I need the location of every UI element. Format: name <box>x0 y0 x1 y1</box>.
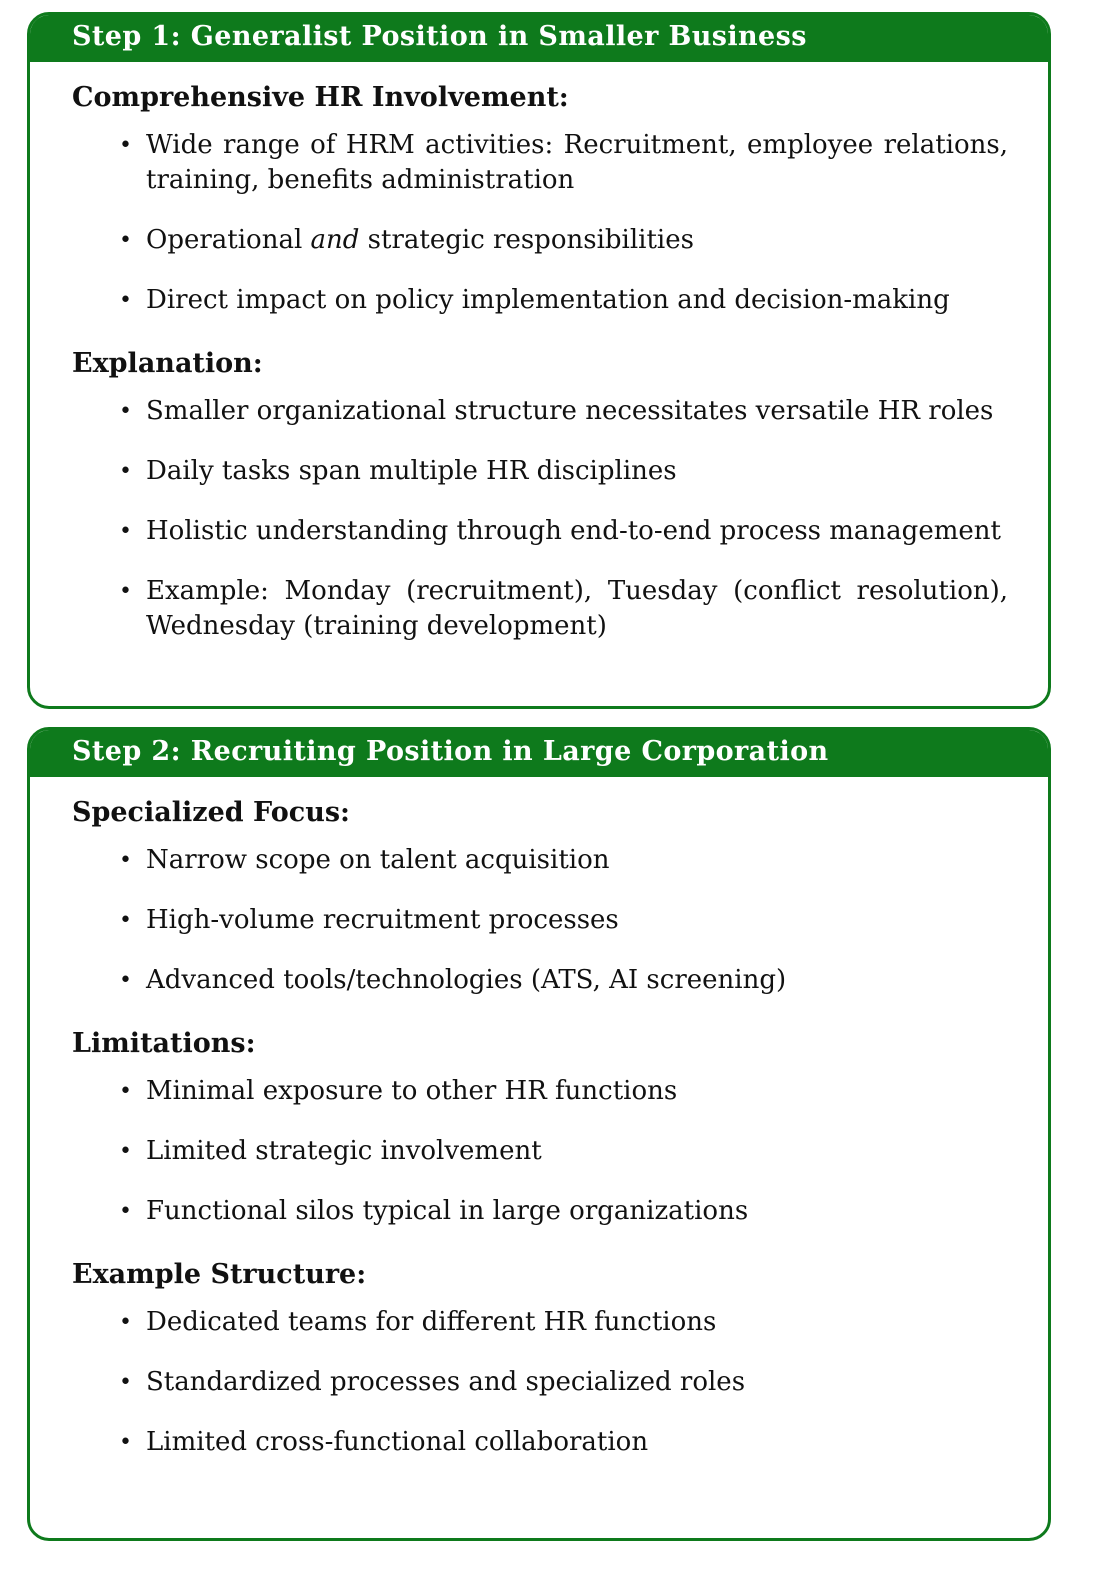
bullet-icon: • <box>119 228 132 253</box>
list-item <box>72 574 1008 644</box>
bullet-icon: • <box>119 968 132 993</box>
list-item <box>72 223 1008 258</box>
list-example-structure <box>72 1305 1008 1460</box>
step-1-body <box>30 62 1048 644</box>
bullet-icon: • <box>119 288 132 313</box>
step-2-body <box>30 777 1048 1460</box>
bullet-icon: • <box>119 1430 132 1455</box>
section-heading-comprehensive-hr-involvement: Comprehensive HR Involvement: <box>72 82 569 113</box>
list-comprehensive-hr-involvement <box>72 128 1008 318</box>
bullet-icon: • <box>119 1079 132 1104</box>
list-item-text: High-volume recruitment processes <box>146 905 619 935</box>
list-item <box>72 843 1008 878</box>
section-heading-specialized-focus: Specialized Focus: <box>72 797 350 828</box>
list-item <box>72 283 1008 318</box>
section-heading-example-structure: Example Structure: <box>72 1259 367 1290</box>
bullet-icon: • <box>119 459 132 484</box>
list-item-text: Limited cross-functional collaboration <box>146 1427 649 1457</box>
list-item <box>72 1134 1008 1169</box>
section-heading-explanation: Explanation: <box>72 348 263 379</box>
bullet-icon: • <box>119 1139 132 1164</box>
list-item <box>72 1194 1008 1229</box>
bullet-icon: • <box>119 1370 132 1395</box>
list-specialized-focus <box>72 843 1008 998</box>
step-1-title: Step 1: Generalist Position in Smaller Business <box>30 15 1048 62</box>
list-item <box>72 1305 1008 1340</box>
step-2-box <box>27 727 1051 1541</box>
bullet-icon: • <box>119 519 132 544</box>
section-heading-limitations: Limitations: <box>72 1028 256 1059</box>
list-item-text-part: Operational <box>146 225 311 255</box>
list-item-text: Functional silos typical in large organizations <box>146 1196 749 1226</box>
step-2-title: Step 2: Recruiting Position in Large Corporation <box>30 730 1048 777</box>
bullet-icon: • <box>119 133 132 158</box>
list-item-text <box>146 225 694 255</box>
bullet-icon: • <box>119 579 132 604</box>
list-item <box>72 454 1008 489</box>
list-item <box>72 903 1008 938</box>
bullet-icon: • <box>119 908 132 933</box>
list-item-text: Dedicated teams for different HR functions <box>146 1307 717 1337</box>
list-item <box>72 394 1008 429</box>
list-item <box>72 1365 1008 1400</box>
list-item <box>72 514 1008 549</box>
bullet-icon: • <box>119 399 132 424</box>
list-item <box>72 1074 1008 1109</box>
list-item-text: Limited strategic involvement <box>146 1136 542 1166</box>
list-item-text: Advanced tools/technologies (ATS, AI screening) <box>146 965 787 995</box>
bullet-icon: • <box>119 1310 132 1335</box>
bullet-icon: • <box>119 1199 132 1224</box>
list-item-text: Standardized processes and specialized roles <box>146 1367 746 1397</box>
list-item-text: Example: Monday (recruitment), Tuesday (conflict resolution), Wednesday (training development) <box>146 576 1008 641</box>
bullet-icon: • <box>119 848 132 873</box>
list-limitations <box>72 1074 1008 1229</box>
list-item-text: Direct impact on policy implementation and decision-making <box>146 285 950 315</box>
list-item-text-part: strategic responsibilities <box>359 225 694 255</box>
list-item <box>72 963 1008 998</box>
emphasis-text: and <box>310 225 360 255</box>
list-item-text: Minimal exposure to other HR functions <box>146 1076 678 1106</box>
step-1-box <box>27 12 1051 709</box>
list-item-text: Holistic understanding through end-to-end process management <box>146 516 1001 546</box>
list-item <box>72 128 1008 198</box>
list-item-text: Wide range of HRM activities: Recruitment, employee relations, training, benefits administration <box>146 130 1008 195</box>
list-item-text: Smaller organizational structure necessitates versatile HR roles <box>146 396 994 426</box>
list-explanation <box>72 394 1008 644</box>
list-item-text: Daily tasks span multiple HR disciplines <box>146 456 677 486</box>
list-item-text: Narrow scope on talent acquisition <box>146 845 610 875</box>
list-item <box>72 1425 1008 1460</box>
